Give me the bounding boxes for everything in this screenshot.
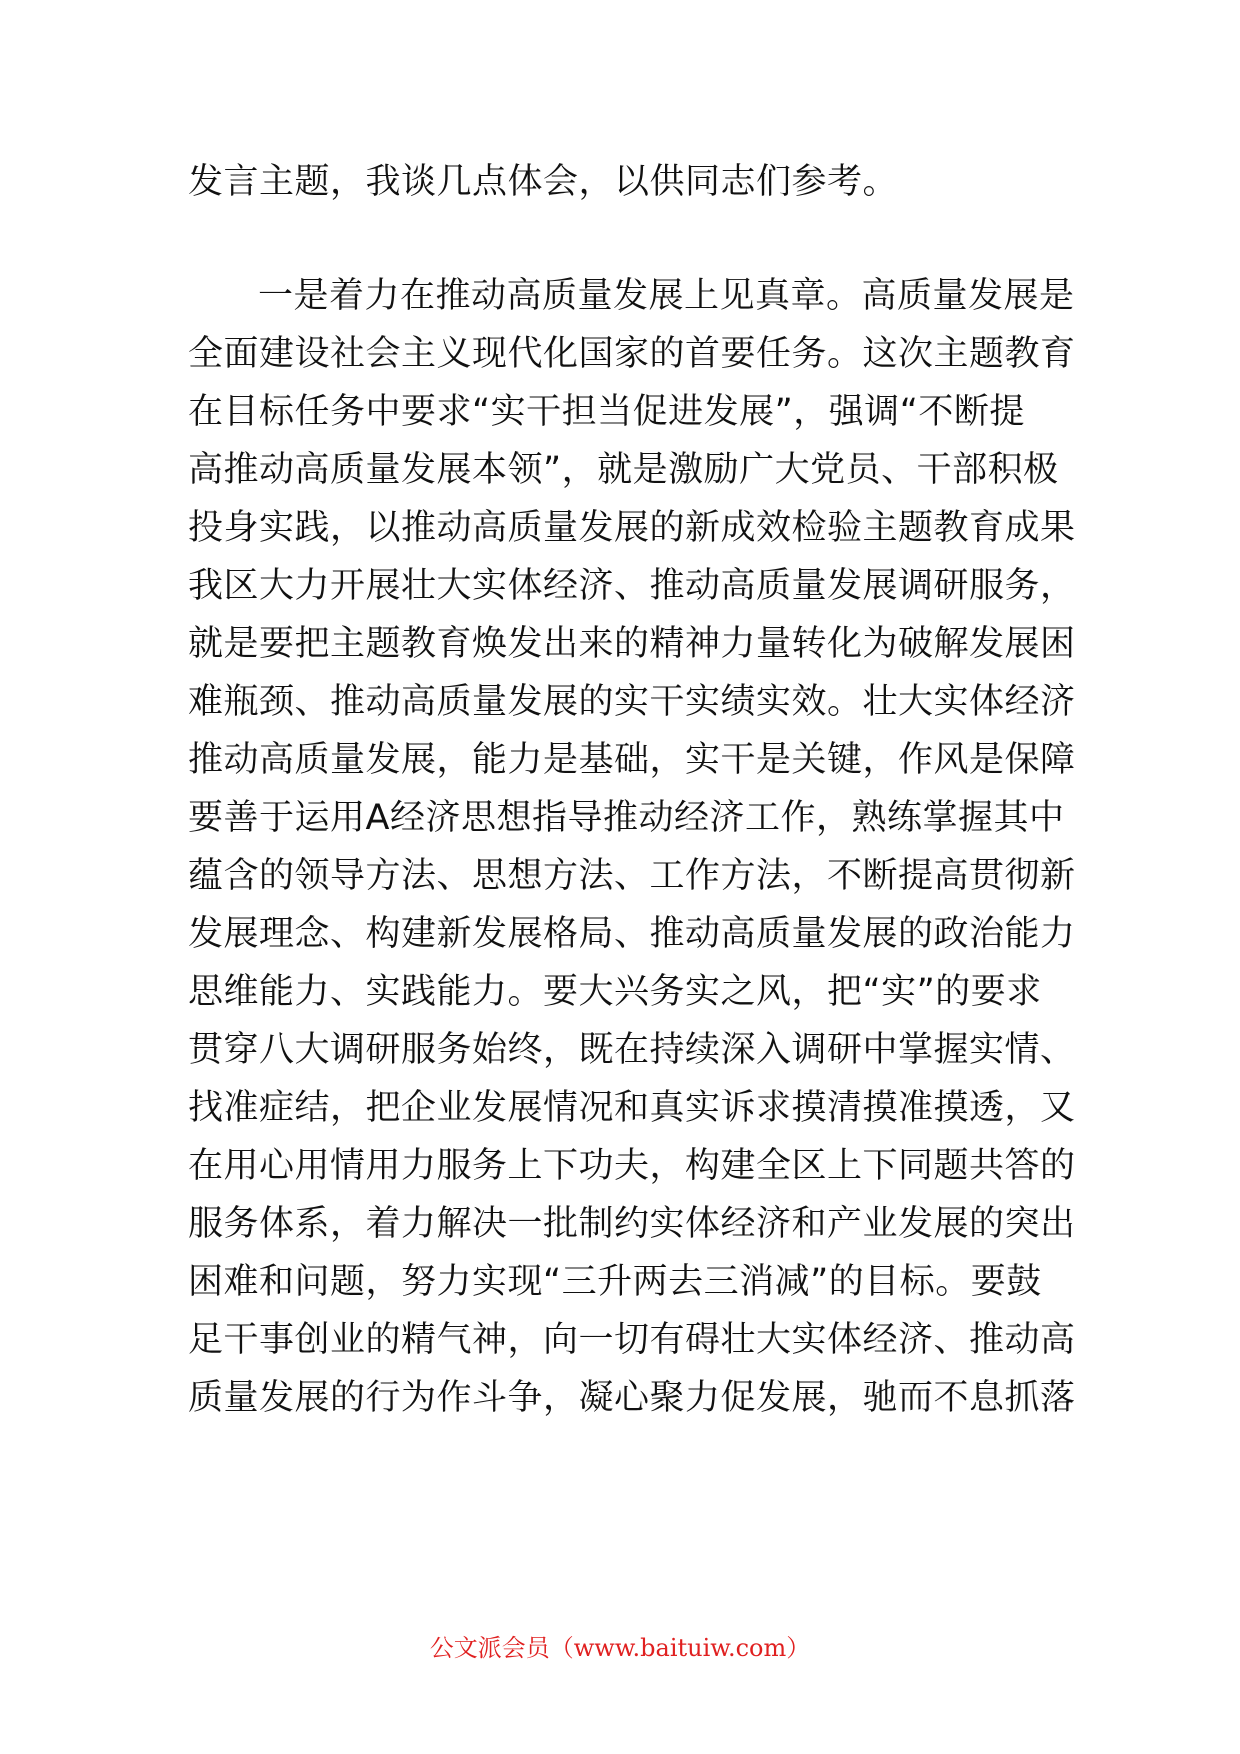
text-line: 推动高质量发展，能力是基础，实干是关键，作风是保障 xyxy=(188,740,1076,780)
text-line: 在用心用情用力服务上下功夫，构建全区上下同题共答的 xyxy=(188,1146,1076,1186)
text-line: 思维能力、实践能力。要大兴务实之风，把“实”的要求 xyxy=(188,972,1042,1012)
text-line: 质量发展的行为作斗争，凝心聚力促发展，驰而不息抓落 xyxy=(188,1378,1076,1418)
text-line: 全面建设社会主义现代化国家的首要任务。这次主题教育 xyxy=(188,334,1076,374)
text-line: 要善于运用A经济思想指导推动经济工作，熟练掌握其中 xyxy=(188,798,1065,838)
text-line: 难瓶颈、推动高质量发展的实干实绩实效。壮大实体经济 xyxy=(188,682,1076,722)
text-line: 在目标任务中要求“实干担当促进发展”，强调“不断提 xyxy=(188,392,1025,432)
text-line: 投身实践，以推动高质量发展的新成效检验主题教育成果 xyxy=(188,508,1076,548)
text-line: 发言主题，我谈几点体会，以供同志们参考。 xyxy=(188,162,899,202)
text-line: 蕴含的领导方法、思想方法、工作方法，不断提高贯彻新 xyxy=(188,856,1076,896)
text-line: 找准症结，把企业发展情况和真实诉求摸清摸准摸透，又 xyxy=(188,1088,1076,1128)
text-line: 服务体系，着力解决一批制约实体经济和产业发展的突出 xyxy=(188,1204,1076,1244)
text-line: 就是要把主题教育焕发出来的精神力量转化为破解发展困 xyxy=(188,624,1076,664)
text-line: 发展理念、构建新发展格局、推动高质量发展的政治能力 xyxy=(188,914,1076,954)
text-line: 贯穿八大调研服务始终，既在持续深入调研中掌握实情、 xyxy=(188,1030,1076,1070)
text-line: 足干事创业的精气神，向一切有碍壮大实体经济、推动高 xyxy=(188,1320,1076,1360)
paragraph-first-line: 一是着力在推动高质量发展上见真章。高质量发展是 xyxy=(258,276,1075,316)
footer-watermark: 公文派会员（www.baituiw.com） xyxy=(429,1634,811,1662)
text-line: 困难和问题，努力实现“三升两去三消减”的目标。要鼓 xyxy=(188,1262,1042,1302)
text-line: 我区大力开展壮大实体经济、推动高质量发展调研服务， xyxy=(188,566,1076,606)
text-line: 高推动高质量发展本领”，就是激励广大党员、干部积极 xyxy=(188,450,1059,490)
